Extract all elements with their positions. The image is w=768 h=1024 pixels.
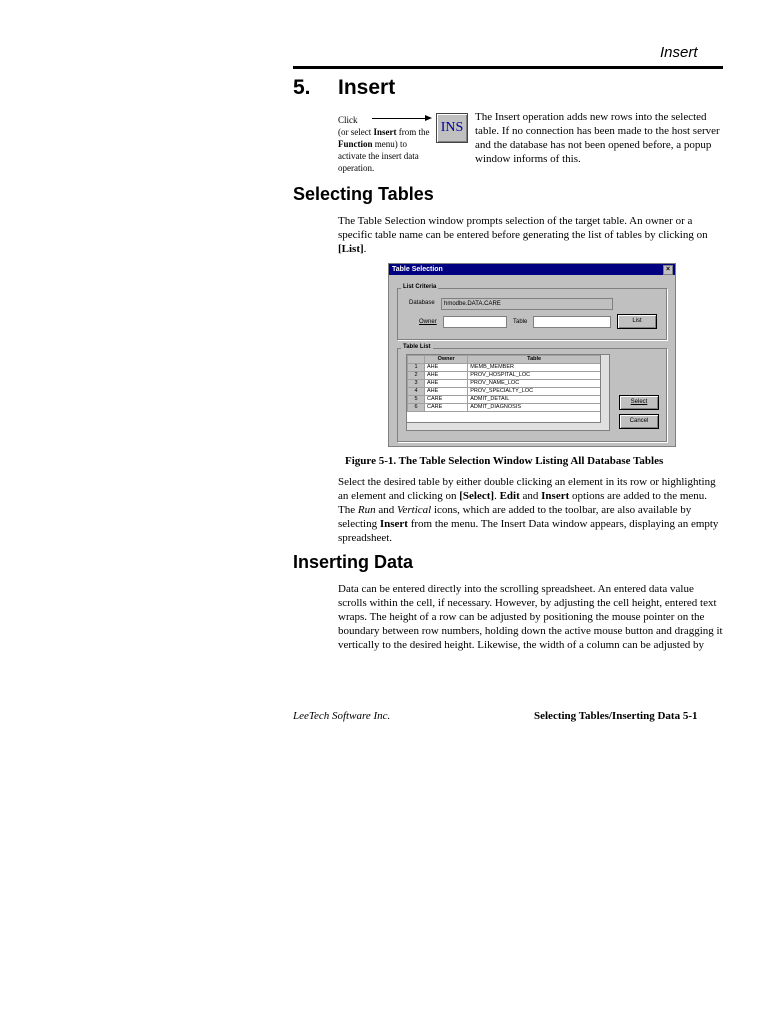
figure-caption: Figure 5-1. The Table Selection Window Listing All Database Tables [345,455,664,467]
selecting-tables-paragraph: The Table Selection window prompts selection of the target table. An owner or a specific table name can be entered before generating the list of tables by clicking on [List]. [338,215,708,255]
table-label: Table [513,319,528,325]
table-selection-dialog [388,263,676,447]
running-header: Insert [660,44,698,61]
list-button[interactable]: List [617,314,657,329]
select-button[interactable]: Select [619,395,659,410]
owner-label: Owner [419,319,437,325]
col-header-table: Table [468,356,601,364]
close-icon[interactable]: × [663,265,673,275]
margin-note: Click (or select Insert from the Function menu) to activate the insert data operation. [338,115,430,173]
col-header-rownum [408,356,425,364]
dialog-title: Table Selection [392,266,443,273]
intro-paragraph: The Insert operation adds new rows into the selected table. If no connection has been made to the host server and the database has not been opened before, a popup window informs of this. [475,111,720,165]
owner-input[interactable] [443,316,507,328]
table-list-grid[interactable] [406,354,610,431]
chapter-number: 5. [293,76,311,99]
col-header-owner: Owner [425,356,468,364]
database-field: hmodbe.DATA.CARE [441,298,613,310]
section-heading-inserting-data: Inserting Data [293,552,414,572]
chapter-title: Insert [338,76,396,99]
table-row[interactable]: 3 AHE PROV_NAME_LOC [408,380,601,388]
table-row[interactable]: 6 CARE ADMIT_DIAGNOSIS [408,404,601,412]
cancel-button[interactable]: Cancel [619,414,659,429]
footer-page-ref: Selecting Tables/Inserting Data 5-1 [534,710,698,722]
table-row[interactable]: 4 AHE PROV_SPECIALTY_LOC [408,388,601,396]
database-label: Database [409,300,435,306]
insert-icon: INS [436,113,468,143]
section-heading-selecting-tables: Selecting Tables [293,184,434,204]
vertical-scrollbar[interactable] [600,355,609,430]
select-table-paragraph: Select the desired table by either double clicking an element in its row or highlighting an element and clicking on [Select]. Edit and Insert options are added to the menu. The Run and Vertical icons, which are added to the toolbar, are also available by selecting Insert from the menu. The Insert Data window appears, displaying an empty spreadsheet. [338,476,719,544]
table-row[interactable]: 2 AHE PROV_HOSPITAL_LOC [408,372,601,380]
table-input[interactable] [533,316,611,328]
footer-company: LeeTech Software Inc. [293,710,391,722]
header-rule [293,66,723,69]
inserting-data-paragraph: Data can be entered directly into the scrolling spreadsheet. An entered data value scrolls within the cell, if necessary. However, by adjusting the cell height, entered text wraps. The height of a row can be adjusted by positioning the mouse pointer on the boundary between row numbers, holding down the active mouse button and dragging it vertically to the desired height. Likewise, the width of a column can be adjusted by [338,583,723,651]
margin-note-click: Click [338,115,358,125]
dialog-title-bar [389,264,675,275]
table-row[interactable]: 1 AHE MEMB_MEMBER [408,364,601,372]
table-list-label: Table List [403,344,431,350]
list-criteria-label: List Criteria [403,284,437,290]
arrow-icon [372,118,430,119]
horizontal-scrollbar[interactable] [407,422,601,430]
table-row[interactable]: 5 CARE ADMIT_DETAIL [408,396,601,404]
